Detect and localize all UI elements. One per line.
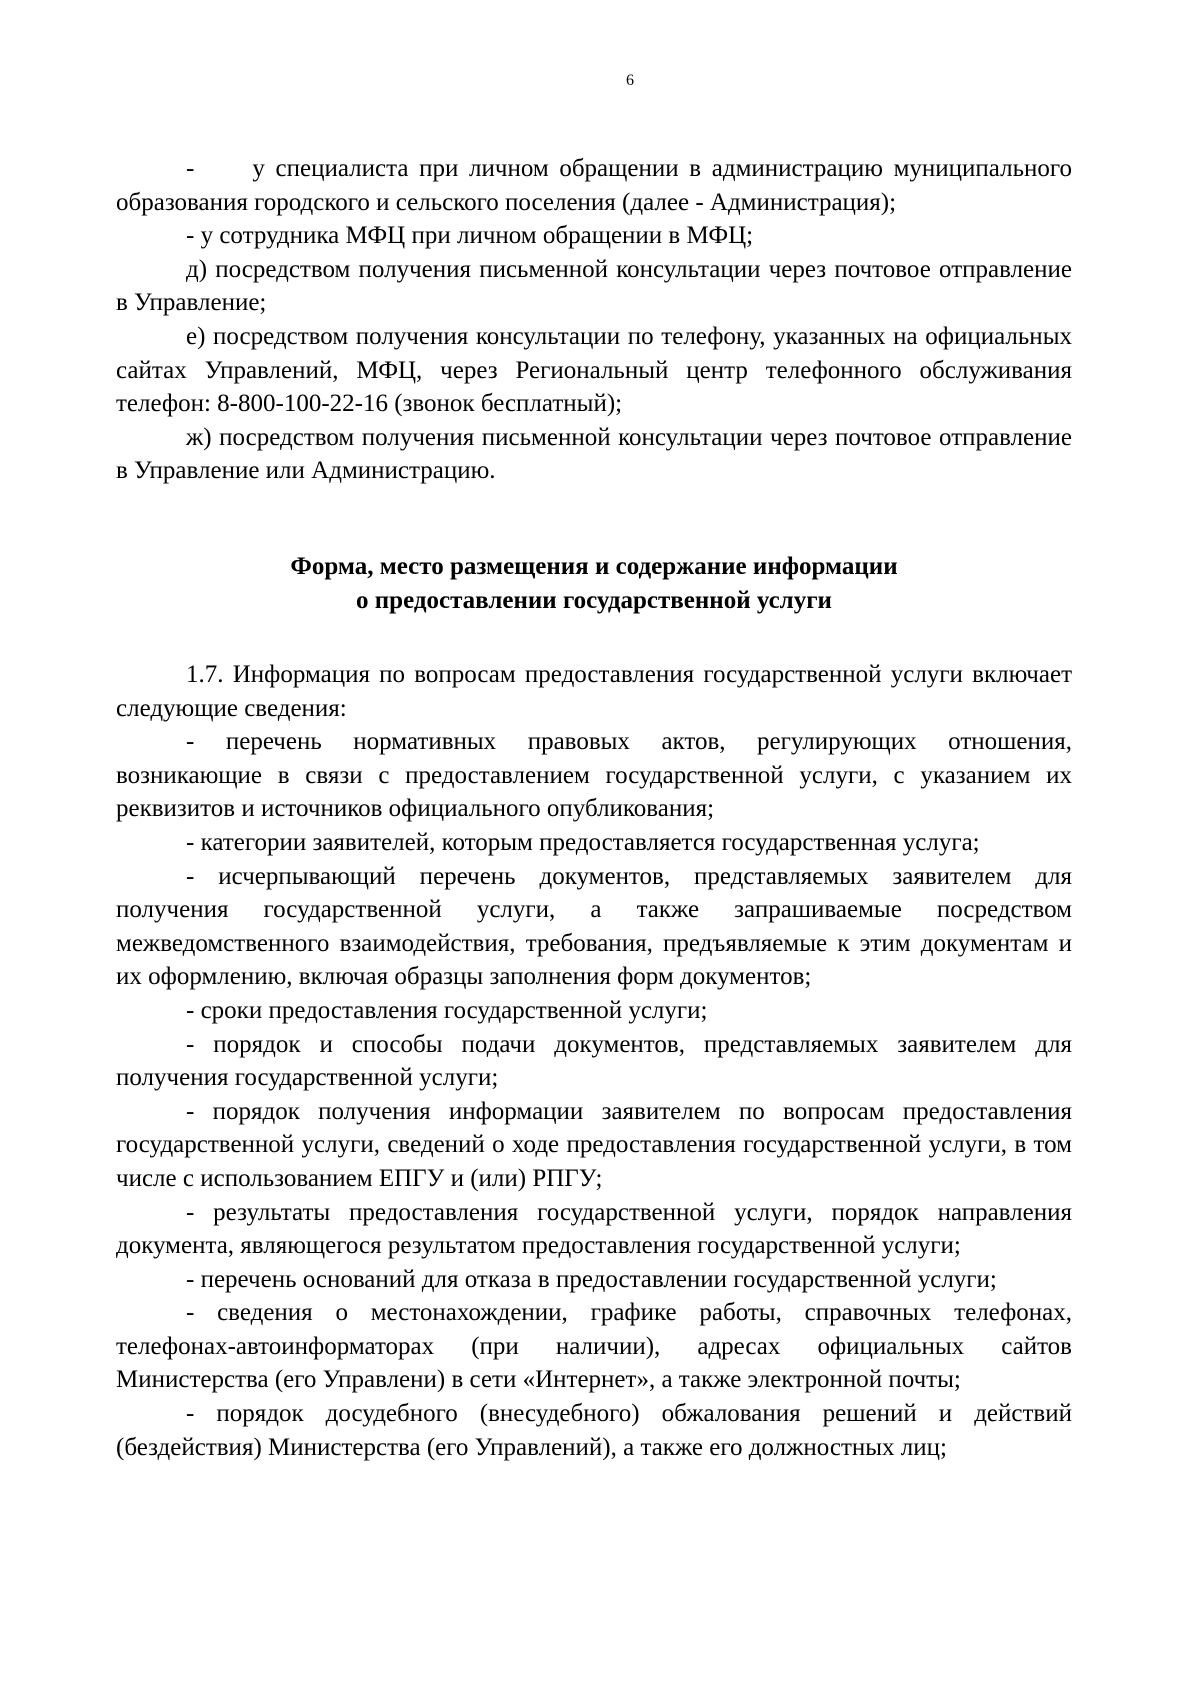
intro-section [116,152,1072,488]
heading-line-1: Форма, место размещения и содержание информации [290,553,898,580]
paragraph: 1.7. Информация по вопросам предоставления государственной услуги включает следующие сведения: [116,661,1072,722]
list-item: - сроки предоставления государственной услуги; [186,996,708,1024]
section-heading [116,550,1072,618]
list-item: - перечень оснований для отказа в предоставлении государственной услуги; [186,1265,997,1293]
paragraph-text: у специалиста при личном обращении в администрацию муниципального образования городского и сельского поселения (далее - Администрация); [116,155,1072,216]
list-item: - исчерпывающий перечень документов, представляемых заявителем для получения государственной услуги, а также запрашиваемые посредством межведомственного взаимодействия, требования, предъявляемые к этим документам и их оформлению, включая образцы заполнения форм документов; [116,862,1072,991]
list-item: - порядок и способы подачи документов, представляемых заявителем для получения государственной услуги; [116,1030,1072,1092]
page-number: 6 [626,72,634,89]
list-item: - категории заявителей, которым предоставляется государственная услуга; [186,828,980,856]
list-item: - перечень нормативных правовых актов, регулирующих отношения, возникающие в связи с предоставлением государственной услуги, с указанием их реквизитов и источников официального опубликования; [116,728,1072,823]
list-item: - сведения о местонахождении, графике работы, справочных телефонах, телефонах-автоинформаторах (при наличии), адресах официальных сайтов Министерства (его Управлени) в сети «Интернет», а также электронной почты; [116,1299,1072,1394]
paragraph: - у сотрудника МФЦ при личном обращении в МФЦ; [186,222,754,250]
heading-line-2: о предоставлении государственной услуги [356,587,832,614]
paragraph: е) посредством получения консультации по телефону, указанных на официальных сайтах Управлений, МФЦ, через Региональный центр телефонного обслуживания телефон: 8-800-100-22-16 (звонок бесплатный); [116,322,1072,418]
list-dash: - [186,155,195,182]
paragraph: ж) посредством получения письменной консультации через почтовое отправление в Управление или Администрацию. [116,423,1072,485]
list-item: - результаты предоставления государственной услуги, порядок направления документа, являющегося результатом предоставления государственной услуги; [116,1198,1072,1260]
main-section [116,658,1072,1464]
paragraph: д) посредством получения письменной консультации через почтовое отправление в Управление; [116,255,1072,317]
paragraph [116,152,1072,219]
list-item: - порядок получения информации заявителем по вопросам предоставления государственной услуги, сведений о ходе предоставления государственной услуги, в том числе с использованием ЕПГУ и (или) РПГУ; [116,1097,1072,1192]
list-item: - порядок досудебного (внесудебного) обжалования решений и действий (бездействия) Министерства (его Управлений), а также его должностных лиц; [116,1400,1072,1461]
